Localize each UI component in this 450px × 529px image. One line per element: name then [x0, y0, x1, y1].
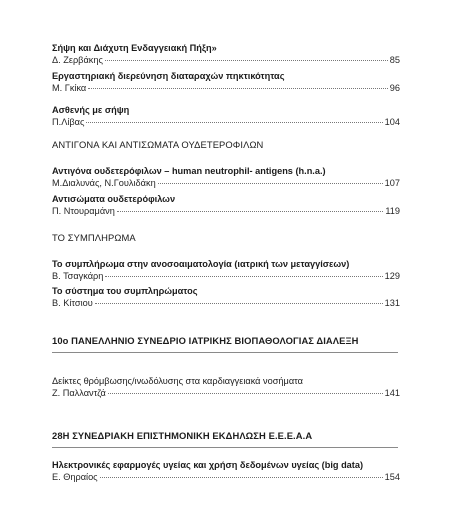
entry-author-line	[52, 54, 400, 66]
dot-leader	[95, 303, 383, 304]
section-heading: 28Η ΣΥΝΕΔΡΙΑΚΗ ΕΠΙΣΤΗΜΟΝΙΚΗ ΕΚΔΗΛΩΣΗ Ε.Ε.Ε.Α.Α	[52, 430, 313, 441]
entry-author-line	[52, 270, 400, 282]
entry-page-number: 154	[384, 472, 400, 482]
dot-leader	[105, 60, 388, 61]
entry-page-number: 96	[389, 83, 400, 93]
section-divider	[52, 447, 398, 448]
entry-author: Π.Λίβας	[52, 117, 85, 127]
toc-entry	[52, 285, 400, 309]
entry-author: Β. Κίτσιου	[52, 298, 93, 308]
entry-page-number: 107	[384, 178, 400, 188]
toc-entry	[52, 258, 400, 282]
toc-entry	[52, 375, 400, 399]
entry-author-line	[52, 205, 400, 217]
entry-author: Π. Ντουραμάνη	[52, 206, 115, 216]
section-heading: 10ο ΠΑΝΕΛΛΗΝΙΟ ΣΥΝΕΔΡΙΟ ΙΑΤΡΙΚΗΣ ΒΙΟΠΑΘΟΛΟΓΙΑΣ ΔΙΑΛΕΞΗ	[52, 335, 359, 346]
toc-entry	[52, 104, 400, 128]
entry-title: Το συμπλήρωμα στην ανοσοαιματολογία (ιατρική των μεταγγίσεων)	[52, 259, 350, 269]
entry-page-number: 104	[384, 117, 400, 127]
dot-leader	[117, 211, 383, 212]
entry-author-line	[52, 177, 400, 189]
entry-author-line	[52, 471, 400, 483]
section-heading: ΤΟ ΣΥΜΠΛΗΡΩΜΑ	[52, 232, 136, 243]
entry-author-line	[52, 297, 400, 309]
dot-leader	[88, 88, 388, 89]
entry-author-line	[52, 82, 400, 94]
entry-title: Δείκτες θρόμβωσης/ινωδόλυσης στα καρδιαγγειακά νοσήματα	[52, 376, 303, 386]
entry-author: Δ. Ζερβάκης	[52, 55, 103, 65]
entry-page-number: 129	[384, 271, 400, 281]
entry-page-number: 119	[385, 206, 400, 216]
entry-title: Εργαστηριακή διερεύνηση διαταραχών πηκτικότητας	[52, 71, 285, 81]
toc-entry	[52, 70, 400, 94]
entry-title: Σήψη και Διάχυτη Ενδαγγειακή Πήξη»	[52, 43, 217, 53]
dot-leader	[86, 122, 382, 123]
dot-leader	[108, 393, 383, 394]
entry-page-number: 141	[384, 388, 400, 398]
toc-entry	[52, 193, 400, 217]
toc-entry	[52, 165, 400, 189]
entry-author: Μ. Γκίκα	[52, 83, 87, 93]
entry-author-line	[52, 387, 400, 399]
entry-author: Μ.Διαλυνάς, Ν.Γουλιδάκη	[52, 178, 156, 188]
toc-entry	[52, 459, 400, 483]
entry-author: Β. Τσαγκάρη	[52, 271, 104, 281]
entry-page-number: 85	[389, 55, 400, 65]
dot-leader	[158, 183, 383, 184]
entry-author: Ε. Θηραίος	[52, 472, 98, 482]
entry-page-number: 131	[384, 298, 400, 308]
entry-title: Ασθενής με σήψη	[52, 105, 130, 115]
entry-title: Αντιγόνα ουδετερόφιλων – human neutrophil- antigens (h.n.a.)	[52, 166, 326, 176]
entry-title: Αντισώματα ουδετερόφιλων	[52, 194, 176, 204]
dot-leader	[105, 276, 382, 277]
entry-title: Ηλεκτρονικές εφαρμογές υγείας και χρήση δεδομένων υγείας (big data)	[52, 460, 364, 470]
toc-entry	[52, 42, 400, 66]
entry-author: Ζ. Παλλαντζά	[52, 388, 106, 398]
entry-title: Το σύστημα του συμπληρώματος	[52, 286, 198, 296]
dot-leader	[100, 477, 383, 478]
section-divider	[52, 352, 398, 353]
section-heading: ΑΝΤΙΓΟΝΑ ΚΑΙ ΑΝΤΙΣΩΜΑΤΑ ΟΥΔΕΤΕΡΟΦΙΛΩΝ	[52, 139, 264, 150]
entry-author-line	[52, 116, 400, 128]
